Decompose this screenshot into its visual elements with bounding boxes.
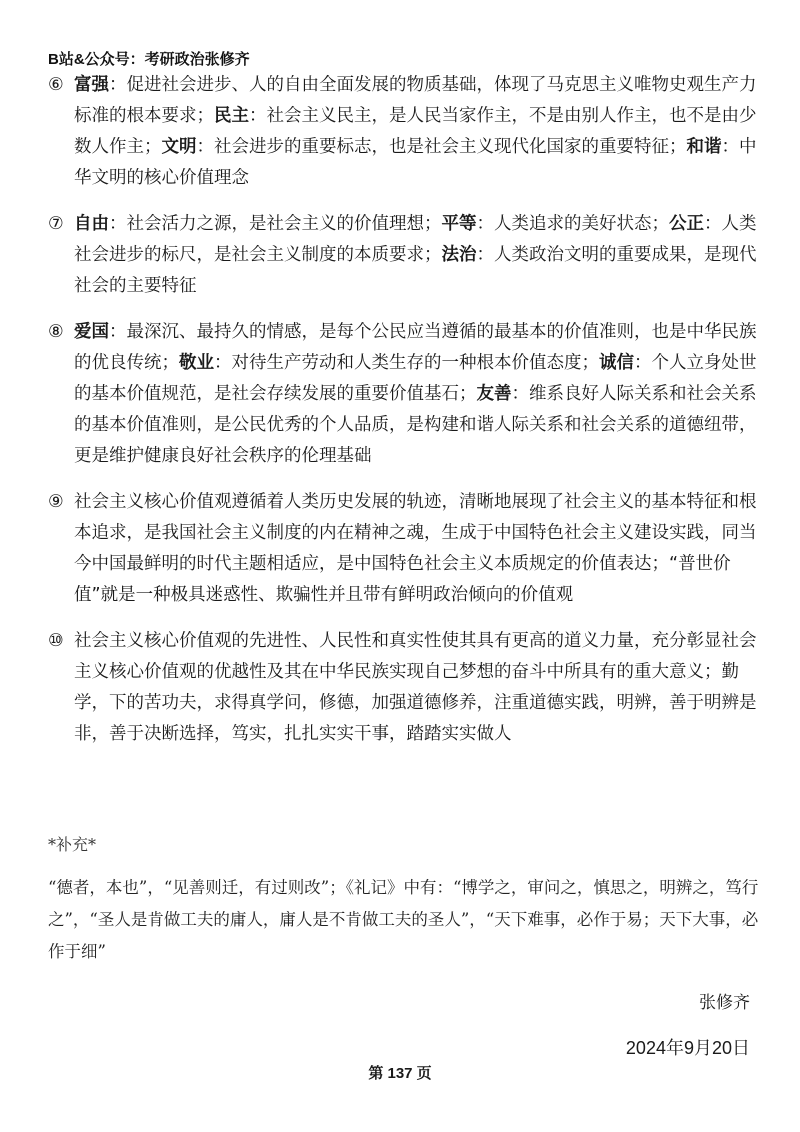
value-description: ：人类政治文明的重要成果，是现代社会的主要特征 [74, 245, 757, 296]
value-list [48, 70, 760, 765]
value-description: ：维系良好人际关系和社会关系的基本价值准则，是公民优秀的个人品质，是构建和谐人际关系和社会关系的道德纽带，更是维护健康良好社会秩序的伦理基础 [74, 384, 757, 466]
value-term: 自由 [74, 214, 109, 234]
item-number: ⑧ [48, 322, 64, 342]
value-description: ：社会主义民主，是人民当家作主，不是由别人作主，也不是由少数人作主； [74, 106, 757, 157]
value-term: 民主 [214, 106, 249, 126]
item-number: ⑨ [48, 492, 64, 512]
value-description: ：促进社会进步、人的自由全面发展的物质基础，体现了马克思主义唯物史观生产力标准的根本要求； [74, 75, 757, 126]
supplement-text: “德者，本也”，“见善则迁，有过则改”；《礼记》中有：“博学之，审问之，慎思之，明辨之，笃行之”，“圣人是肯做工夫的庸人，庸人是不肯做工夫的圣人”，“天下难事，必作于易；天下大事，必作于细” [48, 878, 759, 961]
value-description: ：最深沉、最持久的情感，是每个公民应当遵循的最基本的价值准则，也是中华民族的优良传统； [74, 322, 757, 373]
value-term: 诚信 [599, 353, 634, 373]
value-term: 爱国 [74, 322, 109, 342]
value-description: ：社会活力之源，是社会主义的价值理想； [109, 214, 442, 234]
item-text [74, 492, 757, 605]
value-description: ：人类追求的美好状态； [476, 214, 669, 234]
page-number: 第 137 页 [368, 1065, 432, 1082]
value-description: 社会主义核心价值观遵循着人类历史发展的轨迹，清晰地展现了社会主义的基本特征和根本追求，是我国社会主义制度的内在精神之魂，生成于中国特色社会主义建设实践，同当今中国最鲜明的时代主题相适应，是中国特色社会主义本质规定的价值表达；“普世价值”就是一种极具迷惑性、欺骗性并且带有鲜明政治倾向的价值观 [74, 492, 757, 605]
list-item [48, 487, 760, 611]
value-term: 平等 [441, 214, 477, 234]
value-term: 公正 [669, 214, 704, 234]
list-item [48, 317, 760, 472]
value-term: 法治 [441, 245, 477, 265]
item-number: ⑦ [48, 214, 64, 234]
list-item [48, 70, 760, 194]
item-number: ⑥ [48, 75, 64, 95]
list-item [48, 209, 760, 302]
item-text [74, 75, 757, 188]
author-signature: 张修齐 [699, 993, 750, 1013]
item-text [74, 631, 757, 744]
value-description: ：中华文明的核心价值理念 [74, 137, 757, 188]
supplement-title: *补充* [48, 835, 97, 854]
value-term: 富强 [74, 75, 109, 95]
value-description: ：人类社会进步的标尺，是社会主义制度的本质要求； [74, 214, 757, 265]
item-text [74, 322, 757, 466]
item-number: ⑩ [48, 631, 64, 651]
page-header-source: B站&公众号：考研政治张修齐 [48, 51, 250, 68]
value-term: 友善 [476, 384, 512, 404]
value-description: ：对待生产劳动和人类生存的一种根本价值态度； [214, 353, 599, 373]
value-term: 和谐 [686, 137, 722, 157]
list-item [48, 626, 760, 750]
value-description: ：社会进步的重要标志，也是社会主义现代化国家的重要特征； [196, 137, 687, 157]
item-text [74, 214, 757, 296]
value-description: ：个人立身处世的基本价值规范，是社会存续发展的重要价值基石； [74, 353, 757, 404]
value-term: 文明 [161, 137, 197, 157]
signature-date: 2024年9月20日 [625, 1038, 750, 1058]
value-description: 社会主义核心价值观的先进性、人民性和真实性使其具有更高的道义力量，充分彰显社会主义核心价值观的优越性及其在中华民族实现自己梦想的奋斗中所具有的重大意义；勤学，下的苦功夫，求得真学问，修德，加强道德修养，注重道德实践，明辨，善于明辨是非，善于决断选择，笃实，扎扎实实干事，踏踏实实做人 [74, 631, 757, 744]
value-term: 敬业 [179, 353, 214, 373]
